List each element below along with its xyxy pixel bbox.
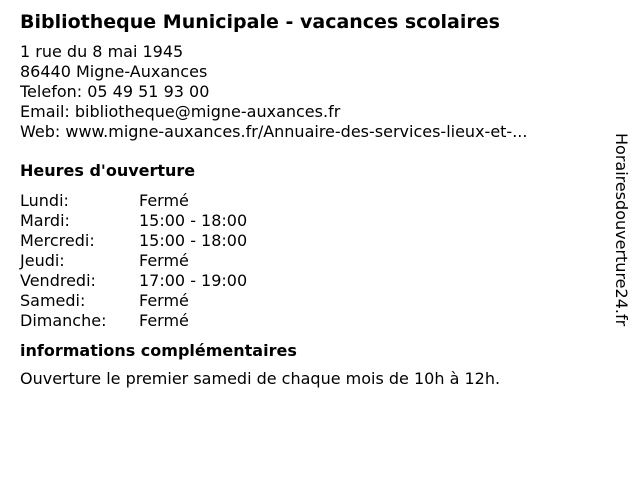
time-value: 17:00 - 19:00 [139, 271, 248, 290]
hours-row-jeudi [20, 251, 247, 271]
info-text: Ouverture le premier samedi de chaque mois de 10h à 12h. [20, 369, 501, 388]
brand-watermark: Horairesdouverture24.fr [612, 133, 631, 327]
time-value: 15:00 - 18:00 [139, 211, 248, 230]
day-label: Samedi: [20, 291, 86, 310]
hours-row-mardi [20, 211, 247, 231]
day-label: Dimanche: [20, 311, 107, 330]
day-label: Lundi: [20, 191, 69, 210]
time-value: Fermé [139, 251, 189, 270]
phone-line: Telefon: 05 49 51 93 00 [20, 82, 210, 101]
day-label: Jeudi: [20, 251, 65, 270]
day-label: Mercredi: [20, 231, 95, 250]
info-heading: informations complémentaires [20, 341, 297, 360]
web-line: Web: www.migne-auxances.fr/Annuaire-des-services-lieux-et-... [20, 122, 528, 141]
hours-row-dimanche [20, 311, 247, 331]
library-card [20, 10, 600, 389]
address-block [20, 42, 600, 142]
hours-row-lundi [20, 191, 247, 211]
time-value: Fermé [139, 311, 189, 330]
day-label: Mardi: [20, 211, 70, 230]
hours-row-samedi [20, 291, 247, 311]
day-label: Vendredi: [20, 271, 96, 290]
page-title: Bibliotheque Municipale - vacances scolaires [20, 11, 500, 33]
time-value: Fermé [139, 191, 189, 210]
city-line: 86440 Migne-Auxances [20, 62, 208, 81]
hours-heading: Heures d'ouverture [20, 161, 196, 180]
hours-row-vendredi [20, 271, 247, 291]
time-value: Fermé [139, 291, 189, 310]
opening-hours-table [20, 191, 247, 331]
time-value: 15:00 - 18:00 [139, 231, 248, 250]
email-line: Email: bibliotheque@migne-auxances.fr [20, 102, 341, 121]
street-line: 1 rue du 8 mai 1945 [20, 42, 184, 61]
hours-row-mercredi [20, 231, 247, 251]
